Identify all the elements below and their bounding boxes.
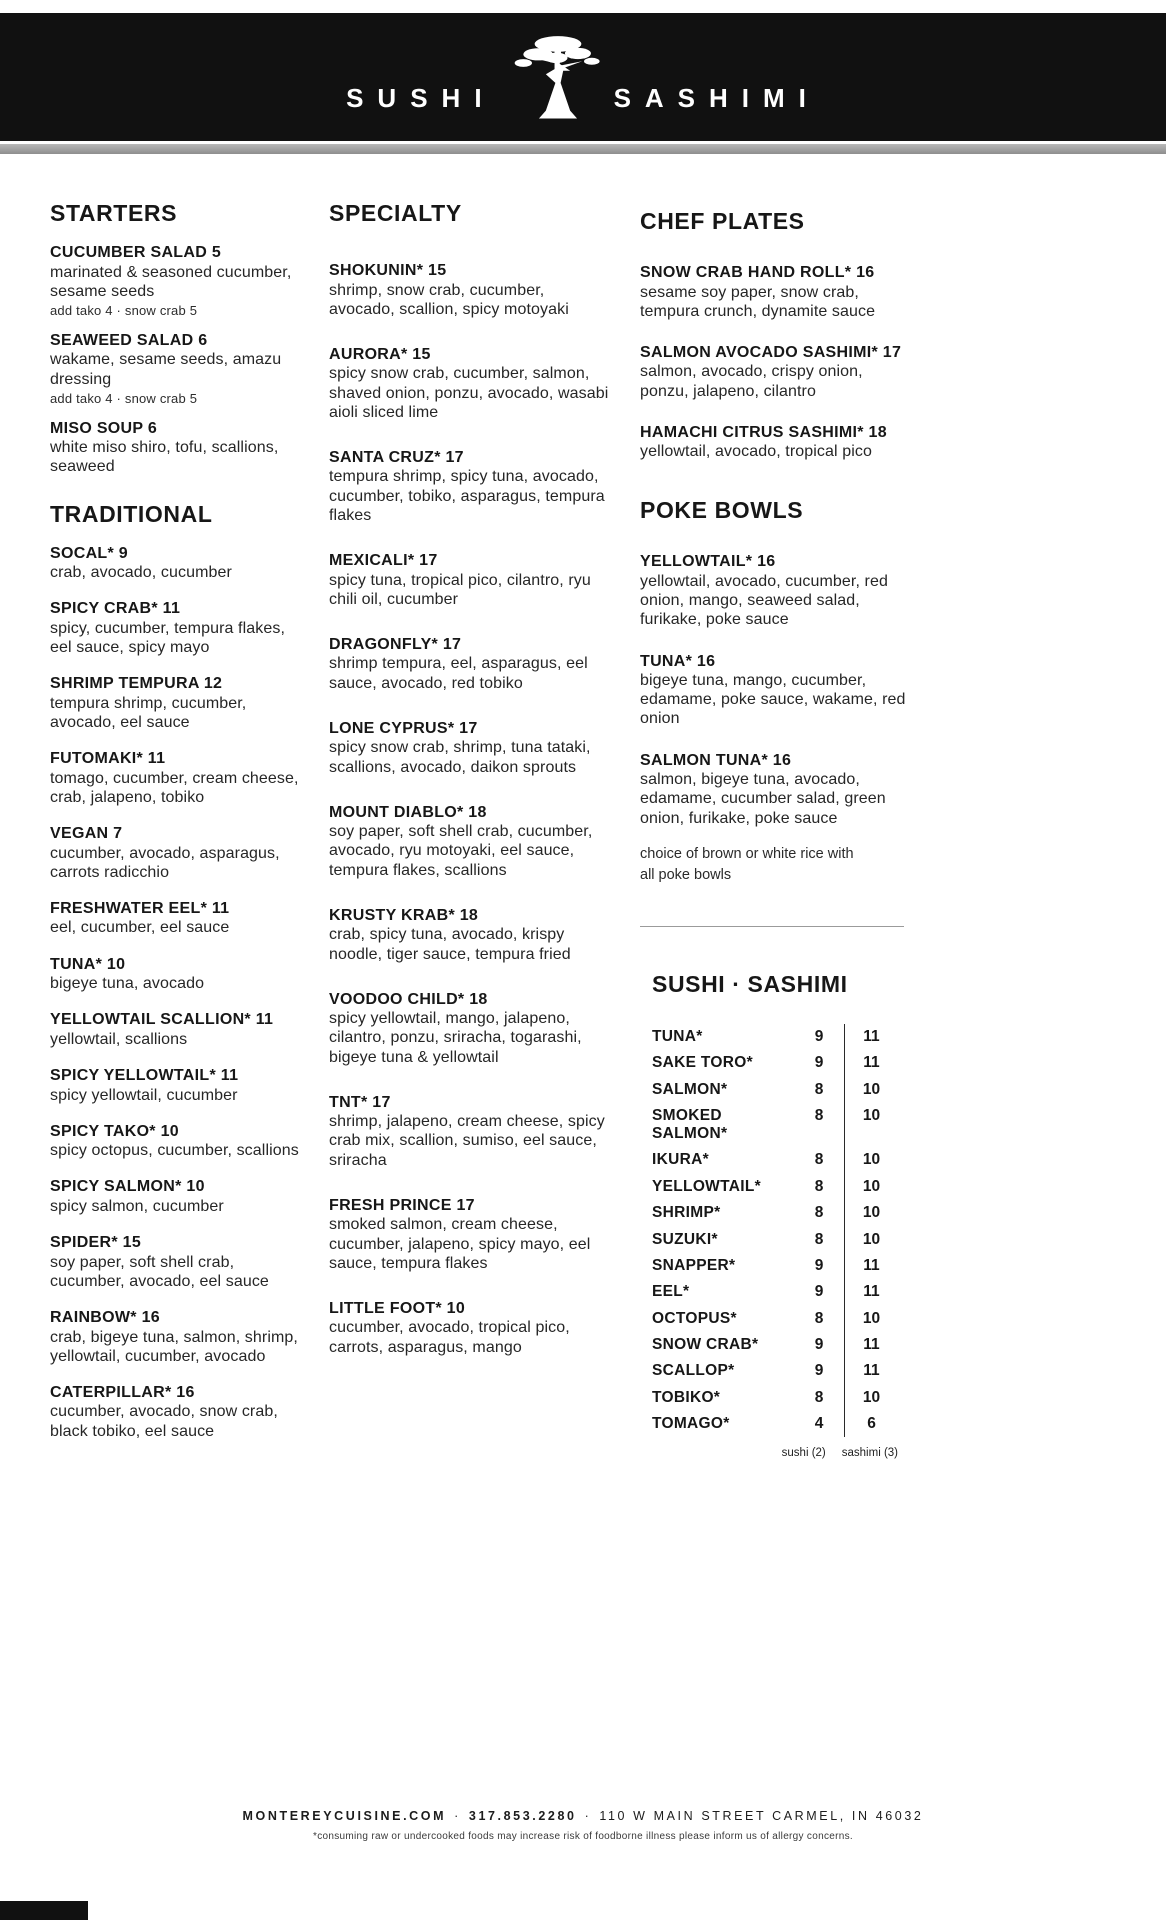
item-desc: bigeye tuna, avocado (50, 975, 205, 993)
item-desc: yellowtail, avocado, cucumber, red onion, mango, seaweed salad, furikake, poke sauce (640, 573, 888, 629)
item-desc: spicy snow crab, cucumber, salmon, shaved onion, ponzu, avocado, wasabi aioli sliced lime (329, 365, 609, 421)
row-name: TOBIKO* (652, 1388, 721, 1406)
cypress-tree-icon (506, 30, 610, 127)
menu-item (329, 551, 611, 609)
row-name: SALMON* (652, 1080, 728, 1098)
menu-item (329, 635, 611, 693)
table-row (652, 1200, 898, 1226)
menu-item (50, 749, 300, 807)
header-title-right: SASHIMI (613, 82, 820, 113)
price-sashimi: 10 (844, 1200, 898, 1226)
item-name: SPICY TAKO* 10 (50, 1122, 179, 1140)
item-desc: wakame, sesame seeds, amazu dressing (50, 351, 282, 388)
item-name: RAINBOW* 16 (50, 1309, 160, 1327)
item-desc: cucumber, avocado, tropical pico, carrots, asparagus, mango (329, 1319, 570, 1356)
item-name: YELLOWTAIL* 16 (640, 553, 776, 571)
item-name: TNT* 17 (329, 1093, 391, 1111)
item-desc: white miso shiro, tofu, scallions, seaweed (50, 439, 279, 476)
table-row (652, 1147, 898, 1173)
price-sashimi: 11 (844, 1332, 898, 1358)
item-name: SPIDER* 15 (50, 1234, 142, 1252)
item-name: MOUNT DIABLO* 18 (329, 803, 487, 821)
menu-item (640, 552, 910, 629)
table-row (652, 1226, 898, 1252)
price-sushi: 9 (814, 1054, 824, 1072)
item-desc: spicy yellowtail, mango, jalapeno, cilantro, ponzu, sriracha, togarashi, bigeye tuna & yellowtail (329, 1010, 582, 1066)
item-desc: smoked salmon, cream cheese, cucumber, jalapeno, spicy mayo, eel sauce, tempura flakes (329, 1216, 591, 1272)
menu-item (329, 803, 611, 880)
price-sashimi: 11 (844, 1024, 898, 1050)
item-name: SHOKUNIN* 15 (329, 262, 447, 279)
item-name: SPICY SALMON* 10 (50, 1178, 205, 1196)
menu-item (329, 1196, 611, 1273)
price-sashimi: 11 (844, 1279, 898, 1305)
item-desc: spicy, cucumber, tempura flakes, eel sauce, spicy mayo (50, 619, 285, 657)
table-row (652, 1332, 898, 1358)
item-name: CATERPILLAR* 16 (50, 1383, 195, 1401)
row-name: SNAPPER* (652, 1256, 736, 1274)
menu-item (50, 899, 300, 938)
item-desc: crab, avocado, cucumber (50, 564, 232, 582)
section-title-poke-bowls: POKE BOWLS (640, 497, 804, 524)
item-name: TUNA* 10 (50, 955, 126, 973)
item-desc: crab, spicy tuna, avocado, krispy noodle, tiger sauce, tempura fried (329, 926, 571, 963)
item-note: add tako 4 · snow crab 5 (50, 390, 198, 406)
section-title-traditional: TRADITIONAL (50, 500, 213, 527)
menu-item (50, 243, 300, 318)
menu-item (50, 1066, 300, 1105)
price-sushi: 9 (814, 1027, 824, 1045)
table-row (652, 1253, 898, 1279)
item-name: CUCUMBER SALAD 5 (50, 244, 222, 261)
row-name: TUNA* (652, 1027, 703, 1045)
row-name: SMOKED SALMON* (652, 1107, 728, 1143)
menu-item (50, 955, 300, 994)
menu-item (329, 1299, 611, 1357)
row-name: SCALLOP* (652, 1362, 735, 1380)
item-desc: soy paper, soft shell crab, cucumber, avocado, ryu motoyaki, eel sauce, tempura flakes, scallions (329, 823, 593, 879)
item-desc: bigeye tuna, mango, cucumber, edamame, poke sauce, wakame, red onion (640, 672, 906, 728)
menu-item (50, 1010, 300, 1049)
item-name: LITTLE FOOT* 10 (329, 1299, 466, 1317)
item-desc: crab, bigeye tuna, salmon, shrimp, yellowtail, cucumber, avocado (50, 1328, 298, 1365)
menu-item (640, 343, 910, 401)
item-desc: salmon, bigeye tuna, avocado, edamame, cucumber salad, green onion, furikake, poke sauce (640, 771, 886, 827)
section-divider-rule (640, 926, 904, 927)
row-name: EEL* (652, 1283, 690, 1301)
item-desc: cucumber, avocado, snow crab, black tobiko, eel sauce (50, 1403, 278, 1440)
table-row (652, 1358, 898, 1384)
footer-contact (0, 1809, 1166, 1823)
item-name: VEGAN 7 (50, 825, 123, 843)
section-title-chef-plates: CHEF PLATES (640, 208, 805, 234)
price-sushi: 8 (814, 1388, 824, 1406)
divider-bar (0, 144, 1166, 154)
footer-separator-2: · (584, 1809, 592, 1823)
item-desc: sesame soy paper, snow crab, tempura crunch, dynamite sauce (640, 283, 876, 320)
item-name: SOCAL* 9 (50, 544, 128, 562)
item-desc: salmon, avocado, crispy onion, ponzu, jalapeno, cilantro (640, 363, 863, 400)
legend-sushi: sushi (2) (781, 1447, 826, 1460)
item-desc: yellowtail, avocado, tropical pico (640, 443, 872, 461)
menu-item (640, 423, 910, 462)
table-row (652, 1050, 898, 1076)
section-sushi-sashimi (652, 971, 910, 1460)
item-note: add tako 4 · snow crab 5 (50, 302, 198, 318)
price-sushi: 8 (814, 1151, 824, 1169)
section-starters (50, 200, 300, 477)
item-desc: shrimp, snow crab, cucumber, avocado, scallion, spicy motoyaki (329, 281, 569, 318)
price-sashimi: 10 (844, 1385, 898, 1411)
price-sashimi: 10 (844, 1147, 898, 1173)
table-row (652, 1077, 898, 1103)
item-desc: spicy yellowtail, cucumber (50, 1086, 238, 1104)
price-sushi: 9 (814, 1336, 824, 1354)
price-sushi: 9 (814, 1256, 824, 1274)
section-chef-plates (640, 208, 910, 461)
footer-disclaimer: *consuming raw or undercooked foods may increase risk of foodborne illness please inform us of allergy concerns. (313, 1831, 853, 1842)
item-name: YELLOWTAIL SCALLION* 11 (50, 1011, 274, 1029)
price-sushi: 8 (814, 1080, 824, 1098)
row-name: IKURA* (652, 1151, 709, 1169)
footer-separator-1: · (454, 1809, 461, 1823)
item-desc: cucumber, avocado, asparagus, carrots radicchio (50, 844, 280, 881)
column-1 (50, 200, 300, 1459)
menu-item (50, 1308, 300, 1366)
table-row (652, 1306, 898, 1332)
item-desc: shrimp tempura, eel, asparagus, eel sauce, avocado, red tobiko (329, 655, 588, 692)
row-name: SNOW CRAB* (652, 1336, 759, 1354)
item-desc: eel, cucumber, eel sauce (50, 919, 230, 937)
menu-item (50, 544, 300, 583)
item-name: DRAGONFLY* 17 (329, 635, 462, 653)
footer-phone: 317.853.2280 (468, 1809, 577, 1823)
section-specialty (329, 200, 611, 1357)
menu-item (50, 824, 300, 882)
menu-item (50, 1122, 300, 1161)
table-row (652, 1279, 898, 1305)
item-name: SALMON AVOCADO SASHIMI* 17 (640, 343, 902, 361)
row-name: SHRIMP* (652, 1204, 721, 1222)
price-sashimi: 10 (844, 1174, 898, 1200)
chef-plates-items (640, 263, 910, 461)
menu-item (50, 331, 300, 406)
header-title-left: SUSHI (346, 82, 496, 113)
item-name: TUNA* 16 (640, 652, 716, 670)
item-desc: soy paper, soft shell crab, cucumber, avocado, eel sauce (50, 1253, 269, 1290)
item-desc: spicy octopus, cucumber, scallions (50, 1142, 299, 1160)
section-title-starters: STARTERS (50, 200, 178, 226)
item-name: SPICY YELLOWTAIL* 11 (50, 1067, 239, 1085)
menu-item (640, 263, 910, 321)
item-name: SPICY CRAB* 11 (50, 600, 181, 618)
item-name: FUTOMAKI* 11 (50, 750, 166, 768)
menu-item (329, 261, 611, 319)
footer-address: 110 W MAIN STREET CARMEL, IN 46032 (599, 1809, 924, 1823)
price-sushi: 8 (814, 1230, 824, 1248)
price-sushi: 8 (814, 1309, 824, 1327)
item-name: SEAWEED SALAD 6 (50, 331, 208, 349)
item-desc: spicy tuna, tropical pico, cilantro, ryu chili oil, cucumber (329, 571, 591, 608)
legend-sashimi: sashimi (3) (841, 1447, 898, 1460)
row-name: OCTOPUS* (652, 1309, 737, 1327)
item-name: SHRIMP TEMPURA 12 (50, 675, 223, 693)
table-row (652, 1103, 898, 1147)
table-row (652, 1174, 898, 1200)
menu-item (329, 1093, 611, 1170)
corner-mark (0, 1901, 88, 1920)
price-sashimi: 10 (844, 1077, 898, 1103)
footer-website: MONTEREYCUISINE.COM (242, 1809, 447, 1823)
item-name: MISO SOUP 6 (50, 419, 158, 437)
item-desc: yellowtail, scallions (50, 1030, 188, 1048)
item-desc: tempura shrimp, spicy tuna, avocado, cucumber, tobiko, asparagus, tempura flakes (329, 468, 605, 524)
price-sashimi: 10 (844, 1103, 898, 1147)
item-name: SNOW CRAB HAND ROLL* 16 (640, 264, 875, 281)
menu-body (50, 154, 1166, 1459)
price-sashimi: 11 (844, 1358, 898, 1384)
row-name: SAKE TORO* (652, 1054, 753, 1072)
menu-item (329, 906, 611, 964)
menu-item (50, 674, 300, 732)
header (0, 13, 1166, 141)
table-row (652, 1024, 898, 1050)
menu-item (329, 990, 611, 1067)
section-title-sushi-sashimi: SUSHI · SASHIMI (652, 970, 848, 997)
price-sashimi: 11 (844, 1253, 898, 1279)
price-sashimi: 10 (844, 1306, 898, 1332)
menu-item (50, 1177, 300, 1216)
price-table (652, 1024, 898, 1438)
item-name: HAMACHI CITRUS SASHIMI* 18 (640, 423, 887, 441)
menu-item (50, 599, 300, 657)
item-desc: tomago, cucumber, cream cheese, crab, jalapeno, tobiko (50, 769, 299, 806)
column-3 (640, 200, 910, 1459)
poke-bowls-note: choice of brown or white rice with all poke bowls (640, 845, 854, 883)
menu-item (329, 345, 611, 422)
item-desc: spicy salmon, cucumber (50, 1197, 224, 1215)
row-name: YELLOWTAIL* (652, 1177, 761, 1195)
item-desc: shrimp, jalapeno, cream cheese, spicy crab mix, scallion, sumiso, eel sauce, sriracha (329, 1113, 605, 1169)
item-desc: tempura shrimp, cucumber, avocado, eel sauce (50, 694, 247, 731)
item-name: AURORA* 15 (329, 345, 431, 363)
section-title-specialty: SPECIALTY (329, 200, 462, 226)
item-desc: spicy snow crab, shrimp, tuna tataki, scallions, avocado, daikon sprouts (329, 739, 591, 776)
specialty-items (329, 261, 611, 1357)
item-name: VOODOO CHILD* 18 (329, 990, 488, 1008)
menu-item (329, 719, 611, 777)
menu-item (640, 652, 910, 729)
price-sushi: 4 (814, 1415, 824, 1433)
item-name: MEXICALI* 17 (329, 552, 438, 570)
item-desc: marinated & seasoned cucumber, sesame seeds (50, 263, 292, 300)
item-name: FRESH PRINCE 17 (329, 1196, 475, 1214)
price-sushi: 9 (814, 1362, 824, 1380)
column-2 (329, 200, 611, 1459)
table-row (652, 1385, 898, 1411)
menu-item (50, 1233, 300, 1291)
poke-bowls-items (640, 552, 910, 827)
traditional-items (50, 544, 300, 1441)
price-sashimi: 11 (844, 1050, 898, 1076)
item-name: KRUSTY KRAB* 18 (329, 906, 479, 924)
section-poke-bowls (640, 497, 910, 885)
row-name: TOMAGO* (652, 1415, 730, 1433)
price-sashimi: 6 (844, 1411, 898, 1437)
item-name: FRESHWATER EEL* 11 (50, 899, 230, 917)
table-row (652, 1411, 898, 1437)
price-sashimi: 10 (844, 1226, 898, 1252)
section-traditional (50, 501, 300, 1441)
price-sushi: 8 (814, 1107, 824, 1125)
item-name: SALMON TUNA* 16 (640, 751, 792, 769)
price-sushi: 9 (814, 1283, 824, 1301)
item-name: LONE CYPRUS* 17 (329, 719, 478, 737)
menu-item (50, 1383, 300, 1441)
footer (0, 1809, 1166, 1842)
table-legend (652, 1447, 898, 1459)
item-name: SANTA CRUZ* 17 (329, 448, 464, 466)
menu-item (640, 751, 910, 828)
starters-items (50, 243, 300, 477)
menu-item (50, 419, 300, 477)
price-sushi: 8 (814, 1177, 824, 1195)
row-name: SUZUKI* (652, 1230, 718, 1248)
menu-item (329, 448, 611, 525)
restaurant-logo (346, 30, 820, 125)
price-sushi: 8 (814, 1204, 824, 1222)
